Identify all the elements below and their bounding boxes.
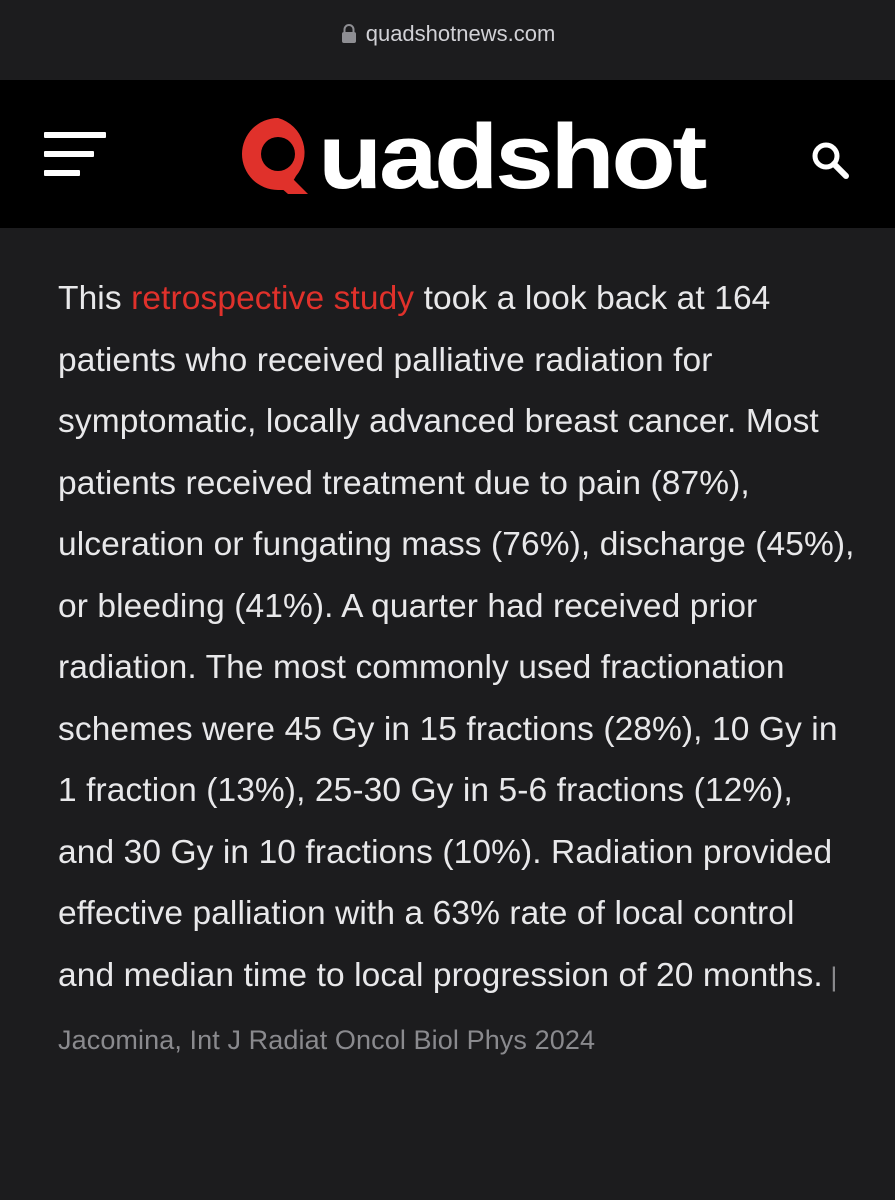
logo-q-mark (242, 118, 308, 194)
hamburger-menu-icon[interactable] (44, 132, 106, 176)
address-bar[interactable] (0, 0, 895, 80)
article-text-intro: This (58, 280, 132, 317)
article-citation: | Jacomina, Int J Radiat Oncol Biol Phys 2024 (58, 961, 838, 1055)
search-icon[interactable] (806, 136, 854, 184)
retrospective-study-link[interactable]: retrospective study (131, 280, 415, 317)
quadshot-logo[interactable] (232, 108, 712, 200)
site-header (0, 80, 895, 228)
logo-wordmark: uadshot (318, 108, 707, 200)
lock-icon (340, 24, 358, 44)
article-body (58, 268, 858, 1072)
article-text-main: took a look back at 164 patients who received palliative radiation for symptomatic, locally advanced breast cancer. Most patients received treatment due to pain (87%), ulceration or fungating mass (76%), discharge (45%), or bleeding (41%). A quarter had received prior radiation. The most commonly used fractionation schemes were 45 Gy in 15 fractions (28%), 10 Gy in 1 fraction (13%), 25-30 Gy in 5-6 fractions (12%), and 30 Gy in 10 fractions (10%). Radiation provided effective palliation with a 63% rate of local control and median time to local progression of 20 months. (58, 280, 855, 994)
url-text[interactable]: quadshotnews.com (365, 21, 556, 46)
